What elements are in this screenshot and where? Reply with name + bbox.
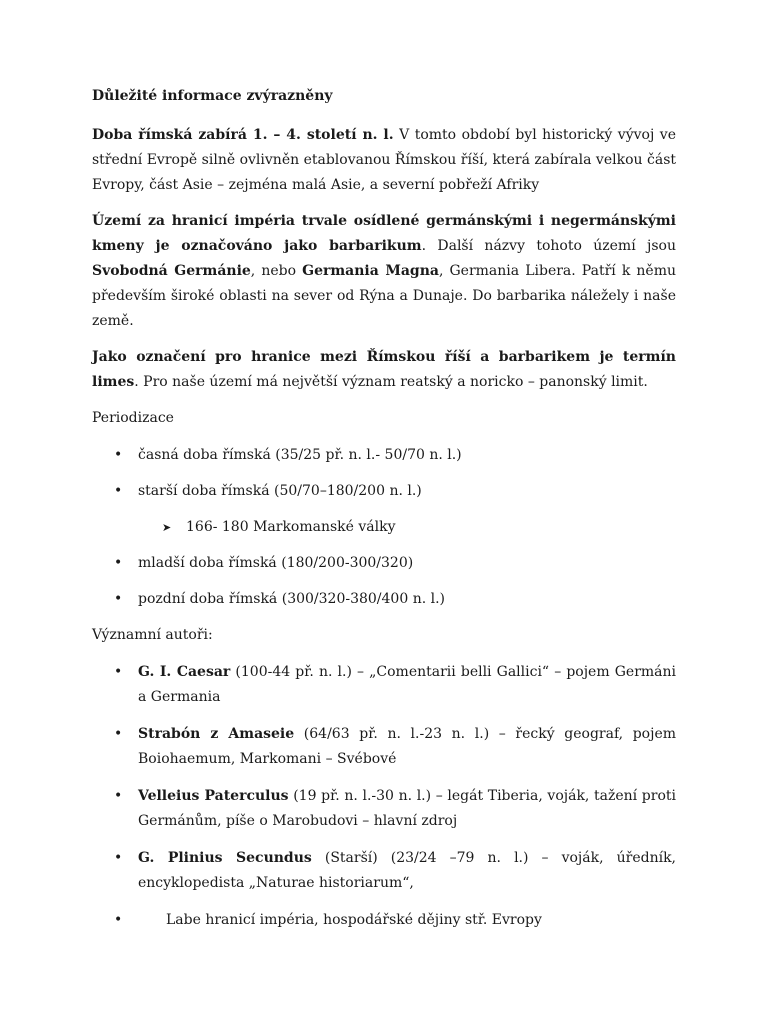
barbaricum-bold: Území za hranicí impéria trvale osídlené germánskými i negermánskými kmeny je označováno jako barbarikum <box>92 213 676 254</box>
bullet-icon: • <box>114 788 123 804</box>
arrow-bullet-icon: ➤ <box>162 521 172 534</box>
bullet-icon: • <box>114 850 123 866</box>
list-item-text: pozdní doba římská (300/320-380/400 n. l.) <box>138 591 446 607</box>
author-name: G. I. Caesar <box>138 664 231 680</box>
author-name: Velleius Paterculus <box>138 788 289 804</box>
author-name: Strabón z Amaseie <box>138 726 295 742</box>
bullet-icon: • <box>114 483 123 499</box>
bullet-icon: • <box>114 726 123 742</box>
document-body <box>92 84 676 945</box>
limes-text: . Pro naše území má největší význam reatský a noricko – panonský limit. <box>134 374 648 390</box>
barbaricum-text-2: , nebo <box>250 263 303 279</box>
roman-period-text: V tomto období byl historický vývoj ve střední Evropě silně ovlivněn etablovanou Římskou říší, která zabírala velkou část Evropy, část Asie – zejména malá Asie, a severní pobřeží Afriky <box>92 127 676 193</box>
barbaricum-text-3: , Germania Libera. Patří k němu především široké oblasti na sever od Rýna a Dunaje. Do barbarika náležely i naše země. <box>92 263 676 329</box>
list-item <box>92 722 676 772</box>
author-name: G. Plinius Secundus <box>138 850 312 866</box>
svobodna-germanie-bold: Svobodná Germánie <box>92 263 251 279</box>
authors-title: Významní autoři: <box>92 627 213 643</box>
author-description: Labe hranicí impéria, hospodářské dějiny stř. Evropy <box>166 912 542 928</box>
list-item <box>92 551 676 576</box>
list-item <box>92 908 676 933</box>
bullet-icon: • <box>114 591 123 607</box>
authors-list <box>92 660 676 933</box>
author-description: (100-44 př. n. l.) – „Comentarii belli Gallici“ – pojem Germáni a Germania <box>138 664 677 705</box>
roman-period-bold: Doba římská zabírá 1. – 4. století n. l. <box>92 127 394 143</box>
list-item-text: časná doba římská (35/25 př. n. l.- 50/70 n. l.) <box>138 447 462 463</box>
bullet-icon: • <box>114 664 123 680</box>
list-item <box>92 784 676 834</box>
author-description: (Starší) (23/24 –79 n. l.) – voják, úředník, encyklopedista „Naturae historiarum“, <box>138 850 676 891</box>
list-item <box>92 443 676 468</box>
list-item-text: 166- 180 Markomanské války <box>186 519 396 535</box>
bullet-icon: • <box>114 555 123 571</box>
periodization-title: Periodizace <box>92 410 174 426</box>
author-description: (19 př. n. l.-30 n. l.) – legát Tiberia, voják, tažení proti Germánům, píše o Marobudovi – hlavní zdroj <box>138 788 676 829</box>
list-item <box>92 587 676 612</box>
list-item <box>92 846 676 896</box>
bullet-icon: • <box>114 447 123 463</box>
paragraph-roman-period <box>92 123 676 198</box>
paragraph-barbaricum <box>92 209 676 334</box>
limes-bold: Jako označení pro hranice mezi Římskou říší a barbarikem je termín limes <box>92 349 676 390</box>
paragraph-limes <box>92 345 676 395</box>
germania-magna-bold: Germania Magna <box>302 263 439 279</box>
periodization-list <box>92 443 676 612</box>
list-item-text: mladší doba římská (180/200-300/320) <box>138 555 414 571</box>
document-heading: Důležité informace zvýrazněny <box>92 88 333 104</box>
bullet-icon: • <box>114 912 123 928</box>
list-item <box>92 660 676 710</box>
list-item <box>92 515 676 540</box>
list-item-text: starší doba římská (50/70–180/200 n. l.) <box>138 483 422 499</box>
list-item <box>92 479 676 504</box>
barbaricum-text-1: . Další názvy tohoto území jsou <box>421 238 676 254</box>
author-description: (64/63 př. n. l.-23 n. l.) – řecký geograf, pojem Boiohaemum, Markomani – Svébové <box>138 726 677 767</box>
